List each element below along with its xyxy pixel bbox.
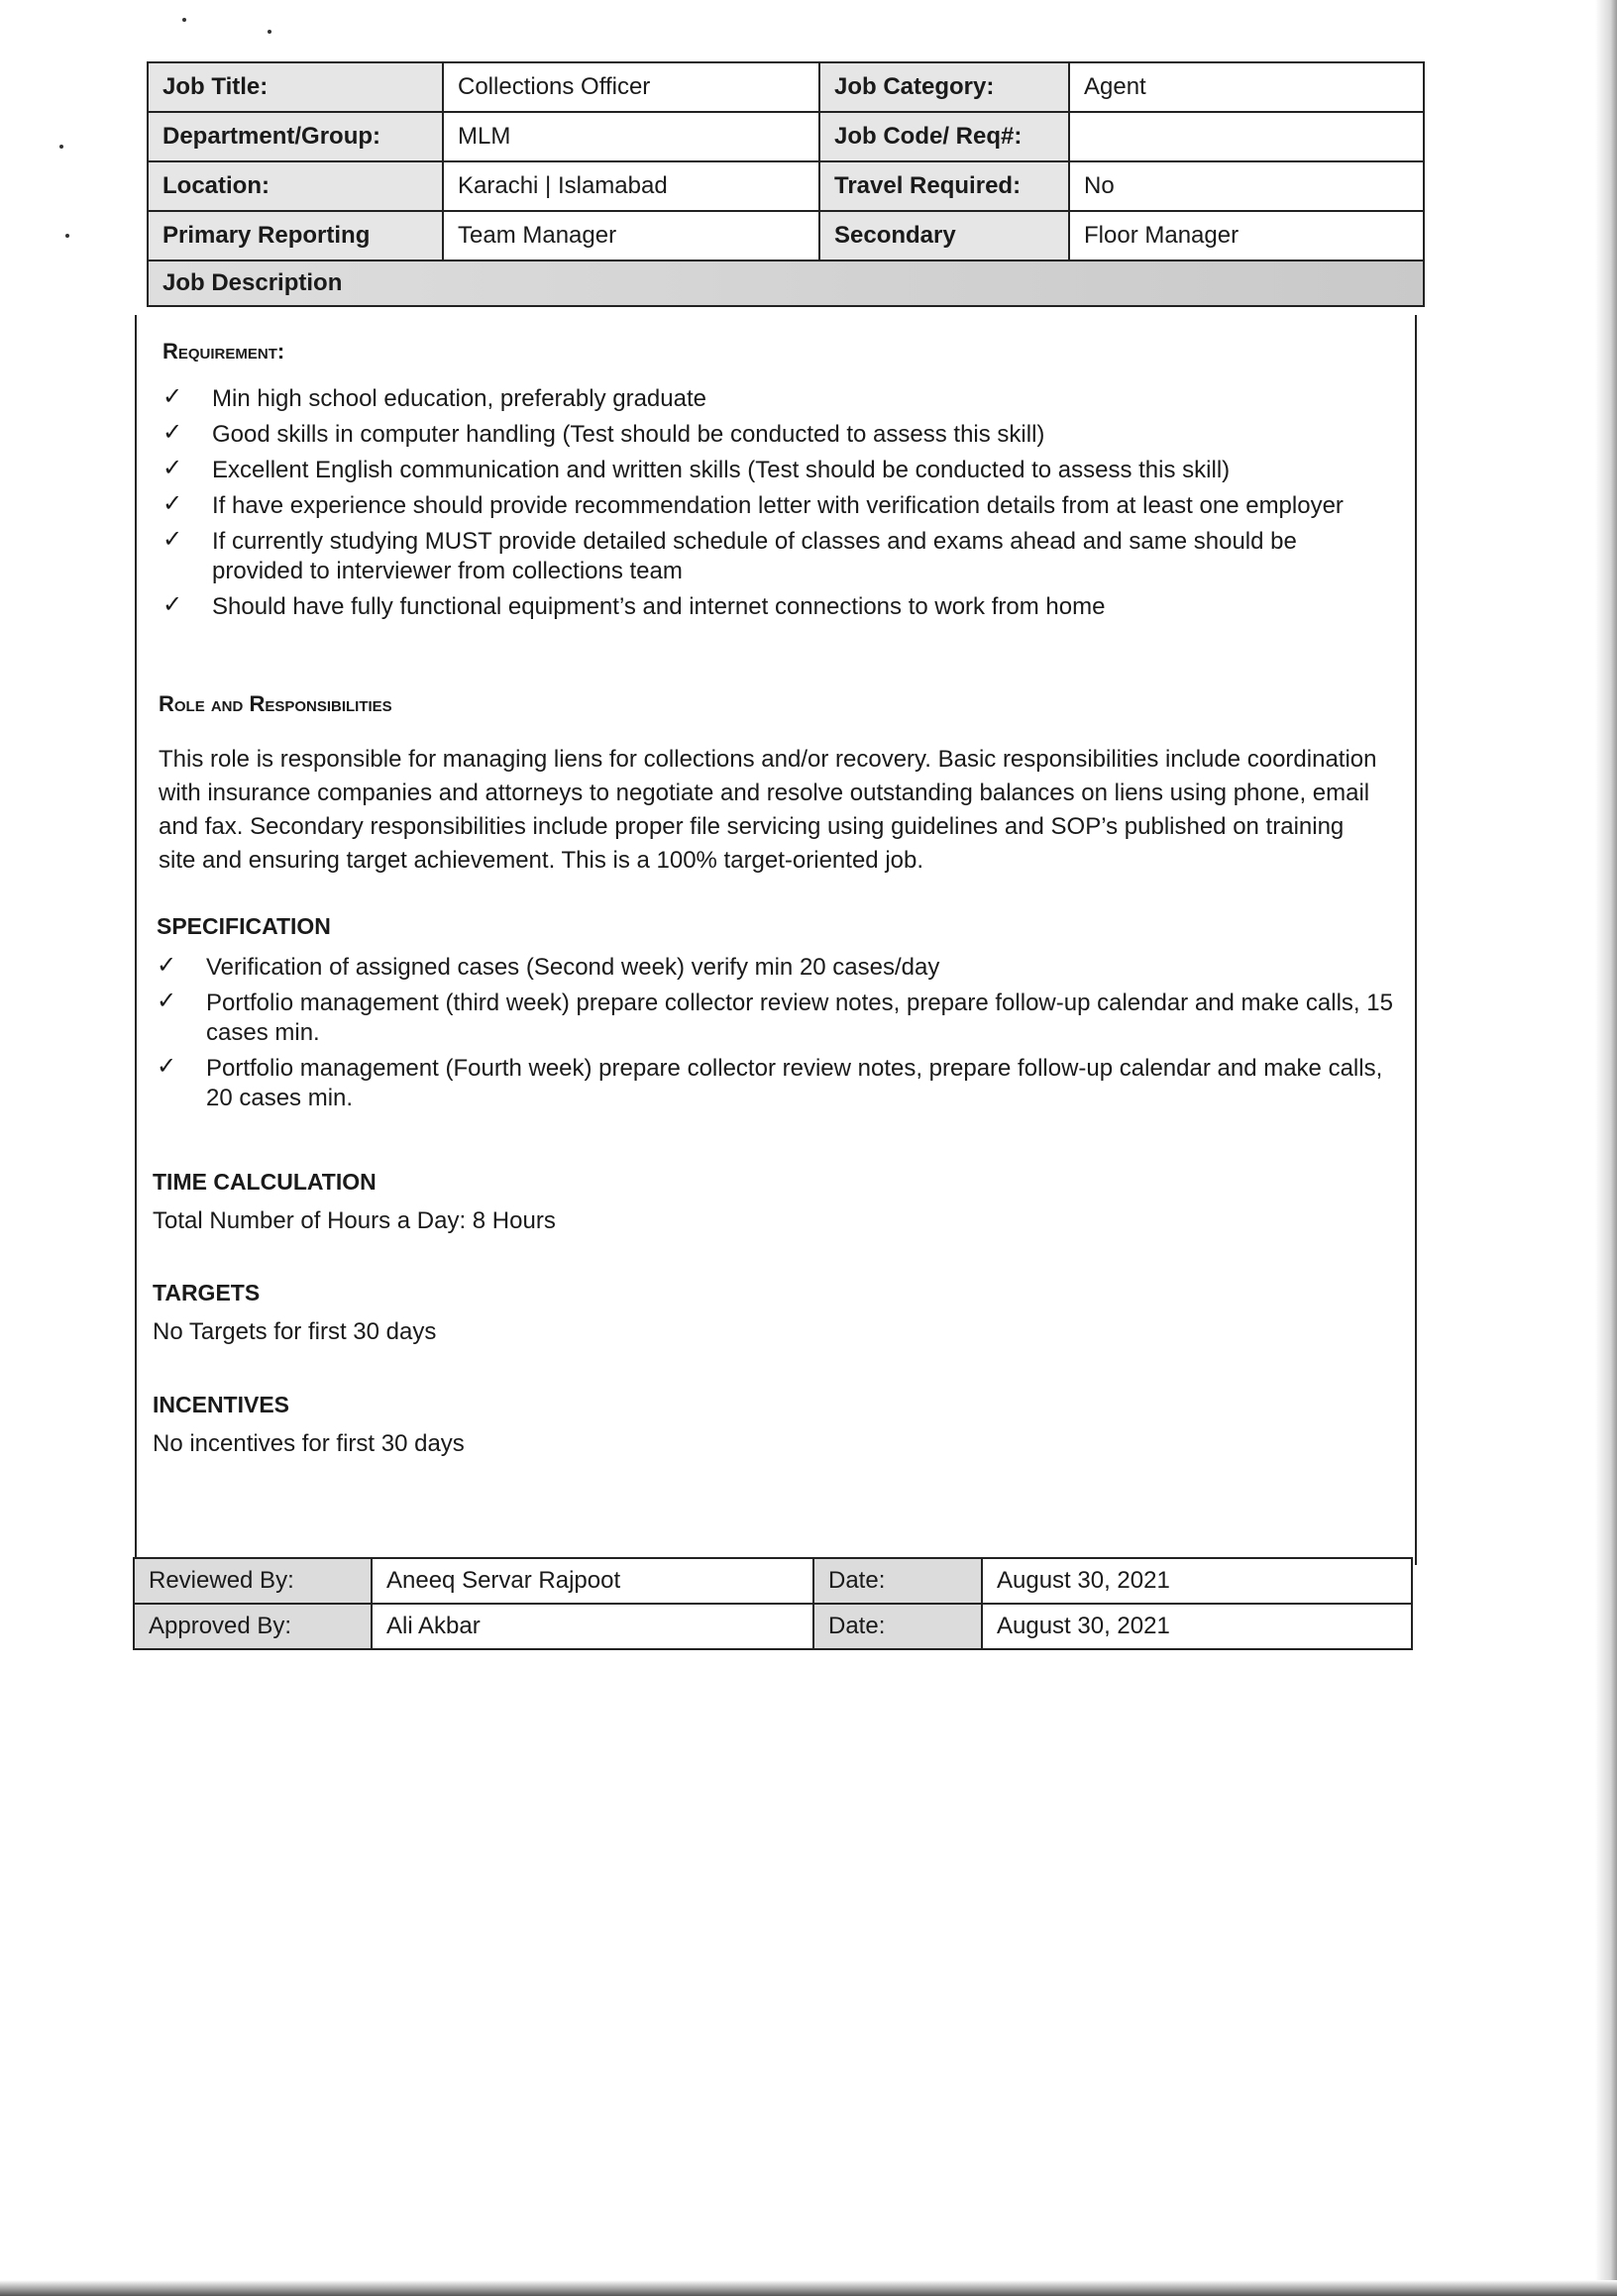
incentives-text: No incentives for first 30 days [153, 1430, 465, 1457]
location-label: Location: [148, 161, 443, 211]
list-item: ✓ Portfolio management (third week) prepare collector review notes, prepare follow-up calendar and make calls, 15 cases min. [157, 988, 1393, 1046]
job-info-row [148, 211, 1424, 261]
list-item: ✓ Portfolio management (Fourth week) prepare collector review notes, prepare follow-up calendar and make calls, 20 cases min. [157, 1053, 1383, 1111]
requirement-heading: Requirement: [162, 339, 285, 364]
list-item: ✓ If have experience should provide recommendation letter with verification details from at least one employer [162, 490, 1344, 519]
primary-reporting-value: Team Manager [443, 211, 819, 261]
scan-speck [65, 234, 69, 238]
list-item: ✓ If currently studying MUST provide detailed schedule of classes and exams ahead and same should be provided to interviewer from collections team [162, 526, 1297, 584]
specification-heading: SPECIFICATION [157, 913, 331, 939]
checkmark-icon: ✓ [162, 383, 183, 410]
secondary-reporting-value: Floor Manager [1069, 211, 1424, 261]
job-info-row [148, 112, 1424, 161]
job-info-table [147, 61, 1425, 307]
approved-by-value: Ali Akbar [372, 1604, 813, 1649]
list-item: ✓ Min high school education, preferably graduate [162, 383, 706, 412]
time-calculation-text: Total Number of Hours a Day: 8 Hours [153, 1207, 556, 1234]
job-category-label: Job Category: [819, 62, 1069, 112]
department-label: Department/Group: [148, 112, 443, 161]
checkmark-icon: ✓ [162, 419, 183, 446]
scan-edge-shadow [1595, 0, 1617, 2296]
scan-speck [182, 18, 186, 22]
list-item: ✓ Should have fully functional equipment’s and internet connections to work from home [162, 591, 1106, 620]
job-info-row [148, 62, 1424, 112]
list-item: ✓ Verification of assigned cases (Second week) verify min 20 cases/day [157, 952, 940, 981]
checkmark-icon: ✓ [157, 952, 177, 979]
job-title-label: Job Title: [148, 62, 443, 112]
job-code-label: Job Code/ Req#: [819, 112, 1069, 161]
requirement-list [162, 384, 1381, 628]
incentives-heading: INCENTIVES [153, 1392, 290, 1417]
location-value: Karachi | Islamabad [443, 161, 819, 211]
job-description-header: Job Description [148, 261, 1424, 306]
signoff-row [134, 1604, 1412, 1649]
checkmark-icon: ✓ [162, 526, 183, 553]
job-info-row [148, 161, 1424, 211]
job-category-value: Agent [1069, 62, 1424, 112]
targets-heading: TARGETS [153, 1280, 261, 1305]
scan-bottom-shadow [0, 2280, 1617, 2296]
approved-by-label: Approved By: [134, 1604, 372, 1649]
time-calculation-heading: TIME CALCULATION [153, 1169, 377, 1195]
job-title-value: Collections Officer [443, 62, 819, 112]
scan-speck [268, 30, 271, 34]
approval-date-label: Date: [813, 1604, 982, 1649]
list-item: ✓ Good skills in computer handling (Test should be conducted to assess this skill) [162, 419, 1045, 448]
travel-required-label: Travel Required: [819, 161, 1069, 211]
targets-text: No Targets for first 30 days [153, 1318, 437, 1345]
primary-reporting-label: Primary Reporting [148, 211, 443, 261]
role-heading: Role and Responsibilities [159, 691, 392, 716]
checkmark-icon: ✓ [157, 988, 177, 1014]
signoff-table [133, 1557, 1413, 1650]
signoff-row [134, 1558, 1412, 1604]
review-date-value: August 30, 2021 [982, 1558, 1412, 1604]
travel-required-value: No [1069, 161, 1424, 211]
checkmark-icon: ✓ [157, 1053, 177, 1080]
reviewed-by-label: Reviewed By: [134, 1558, 372, 1604]
approval-date-value: August 30, 2021 [982, 1604, 1412, 1649]
checkmark-icon: ✓ [162, 591, 183, 618]
list-item: ✓ Excellent English communication and written skills (Test should be conducted to assess this skill) [162, 455, 1231, 483]
role-description: This role is responsible for managing liens for collections and/or recovery. Basic responsibilities include coordination with insurance companies and attorneys to negotiate and resolve outstanding balances on liens using phone, email and fax. Secondary responsibilities include proper file servicing using guidelines and SOP’s published on training site and ensuring target achievement. This is a 100% target-oriented job. [159, 746, 1377, 874]
reviewed-by-value: Aneeq Servar Rajpoot [372, 1558, 813, 1604]
checkmark-icon: ✓ [162, 490, 183, 517]
department-value: MLM [443, 112, 819, 161]
scan-speck [59, 145, 63, 149]
job-code-value [1069, 112, 1424, 161]
review-date-label: Date: [813, 1558, 982, 1604]
checkmark-icon: ✓ [162, 455, 183, 481]
specification-list [157, 953, 1395, 1119]
secondary-reporting-label: Secondary [819, 211, 1069, 261]
